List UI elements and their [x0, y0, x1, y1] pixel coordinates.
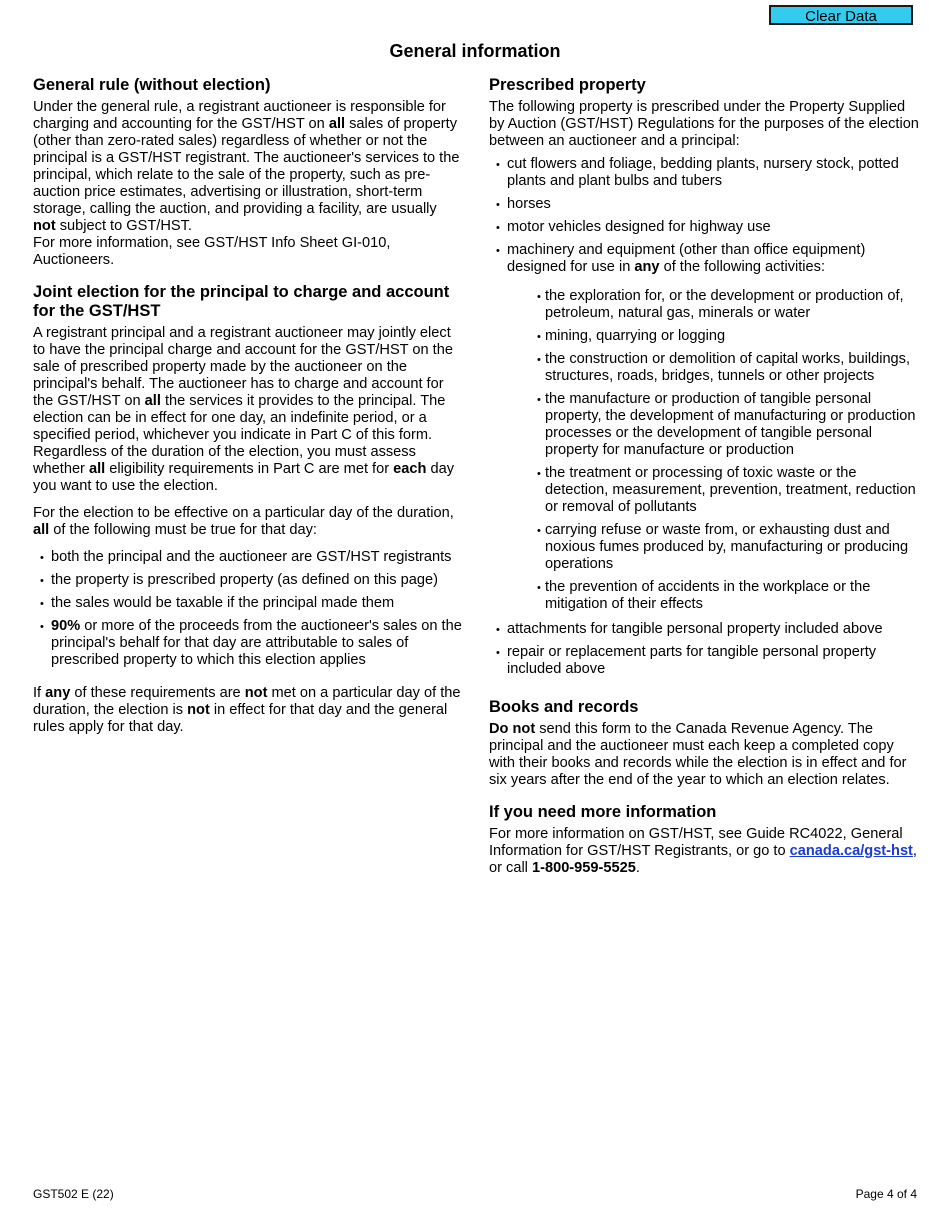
left-column — [33, 76, 463, 736]
list-item: • carrying refuse or waste from, or exhausting dust and noxious fumes produced by, manufacturing or producing operations — [537, 522, 921, 573]
list-item: • the property is prescribed property (as defined on this page) — [40, 572, 463, 589]
list-item: • cut flowers and foliage, bedding plants, nursery stock, potted plants and plant bulbs and tubers — [496, 156, 921, 190]
general-rule-paragraph: Under the general rule, a registrant auctioneer is responsible for charging and accounting for the GST/HST on all sales of property (other than zero-rated sales) regardless of whether or not the principal is a GST/HST registrant. The auctioneer's services to the principal, which relate to the sale of the property, such as pre-auction price estimates, advertising or illustration, short-term storage, calling the auction, and providing a facility, are usually not subject to GST/HST. For more information, see GST/HST Info Sheet GI-010, Auctioneers. — [33, 99, 460, 268]
right-column — [489, 76, 921, 877]
activities-sublist — [537, 288, 921, 613]
form-identifier: GST502 E (22) — [33, 1187, 114, 1201]
prescribed-property-heading: Prescribed property — [489, 76, 646, 94]
conditions-list — [40, 549, 463, 669]
books-records-section — [489, 698, 921, 789]
list-item: • motor vehicles designed for highway use — [496, 219, 921, 236]
list-item: • attachments for tangible personal property included above — [496, 621, 921, 638]
more-information-paragraph: For more information on GST/HST, see Guide RC4022, General Information for GST/HST Registrants, or go to canada.ca/gst-hst, or call 1-800-959-5525. — [489, 826, 917, 876]
list-item: • horses — [496, 196, 921, 213]
list-item: • the sales would be taxable if the principal made them — [40, 595, 463, 612]
list-item: • the exploration for, or the development or production of, petroleum, natural gas, minerals or water — [537, 288, 921, 322]
more-information-heading: If you need more information — [489, 803, 717, 821]
list-item: • machinery and equipment (other than office equipment) designed for use in any of the following activities: • the exploration for, or the development or production of, petroleum, natural gas, minerals or water • mining, quarrying or logging • the construction or demolition of capital works, buildings, structures, roads, bridges, tunnels or other projects • the manufacture or production of tangible personal property, the development of manufacturing or production processes or the development of tangible personal property for manufacture or production • the treatment or processing of toxic waste or the detection, measurement, prevention, treatment, reduction or removal of pollutants • carrying refuse or waste from, or exhausting dust and noxious fumes produced by, manufacturing or producing operations • the prevention of accidents in the workplace or the mitigation of their effects — [496, 242, 921, 613]
list-item: • repair or replacement parts for tangible personal property included above — [496, 644, 921, 678]
books-records-paragraph: Do not send this form to the Canada Revenue Agency. The principal and the auctioneer must each keep a completed copy with their books and records while the election is in effect and for six years after the end of the year to which an election relates. — [489, 721, 907, 788]
list-item: • the manufacture or production of tangible personal property, the development of manufacturing or production processes or the development of tangible personal property for manufacture or production — [537, 391, 921, 459]
books-records-heading: Books and records — [489, 698, 639, 716]
effective-conditions-intro: For the election to be effective on a particular day of the duration, all of the following must be true for that day: — [33, 505, 454, 538]
phone-number: 1-800-959-5525 — [531, 860, 636, 876]
joint-election-paragraph: A registrant principal and a registrant auctioneer may jointly elect to have the principal charge and account for the GST/HST on the sale of prescribed property made by the auctioneer on the principal's behalf. The auctioneer has to charge and account for the GST/HST on all the services it provides to the principal. The election can be in effect for one day, an indefinite period, or a specified period, whichever you indicate in Part C of this form. Regardless of the duration of the election, you must assess whether all eligibility requirements in Part C are met for each day you want to use the election. — [33, 325, 455, 494]
general-rule-section — [33, 76, 463, 269]
joint-election-section — [33, 283, 463, 736]
joint-election-heading: Joint election for the principal to charge and account for the GST/HST — [33, 283, 450, 320]
requirements-not-met-paragraph: If any of these requirements are not met on a particular day of the duration, the election is not in effect for that day and the general rules apply for that day. — [33, 685, 461, 735]
list-item: • both the principal and the auctioneer are GST/HST registrants — [40, 549, 463, 566]
list-item: • the prevention of accidents in the workplace or the mitigation of their effects — [537, 579, 921, 613]
prescribed-property-intro: The following property is prescribed under the Property Supplied by Auction (GST/HST) Regulations for the purposes of the election between an auctioneer and a principal: — [489, 99, 919, 149]
general-rule-heading: General rule (without election) — [33, 76, 271, 94]
more-information-section — [489, 803, 921, 877]
clear-data-button[interactable]: Clear Data — [769, 5, 913, 25]
list-item: • mining, quarrying or logging — [537, 328, 921, 345]
prescribed-property-section — [489, 76, 921, 678]
page-number: Page 4 of 4 — [855, 1187, 917, 1201]
canada-gst-hst-link[interactable]: canada.ca/gst-hst — [789, 843, 913, 859]
list-item: • the treatment or processing of toxic waste or the detection, measurement, prevention, treatment, reduction or removal of pollutants — [537, 465, 921, 516]
page-title: General information — [389, 41, 561, 61]
list-item: • 90% or more of the proceeds from the auctioneer's sales on the principal's behalf for that day are attributable to sales of prescribed property to which this election applies — [40, 618, 463, 669]
list-item: • the construction or demolition of capital works, buildings, structures, roads, bridges, tunnels or other projects — [537, 351, 921, 385]
prescribed-property-list — [496, 156, 921, 678]
